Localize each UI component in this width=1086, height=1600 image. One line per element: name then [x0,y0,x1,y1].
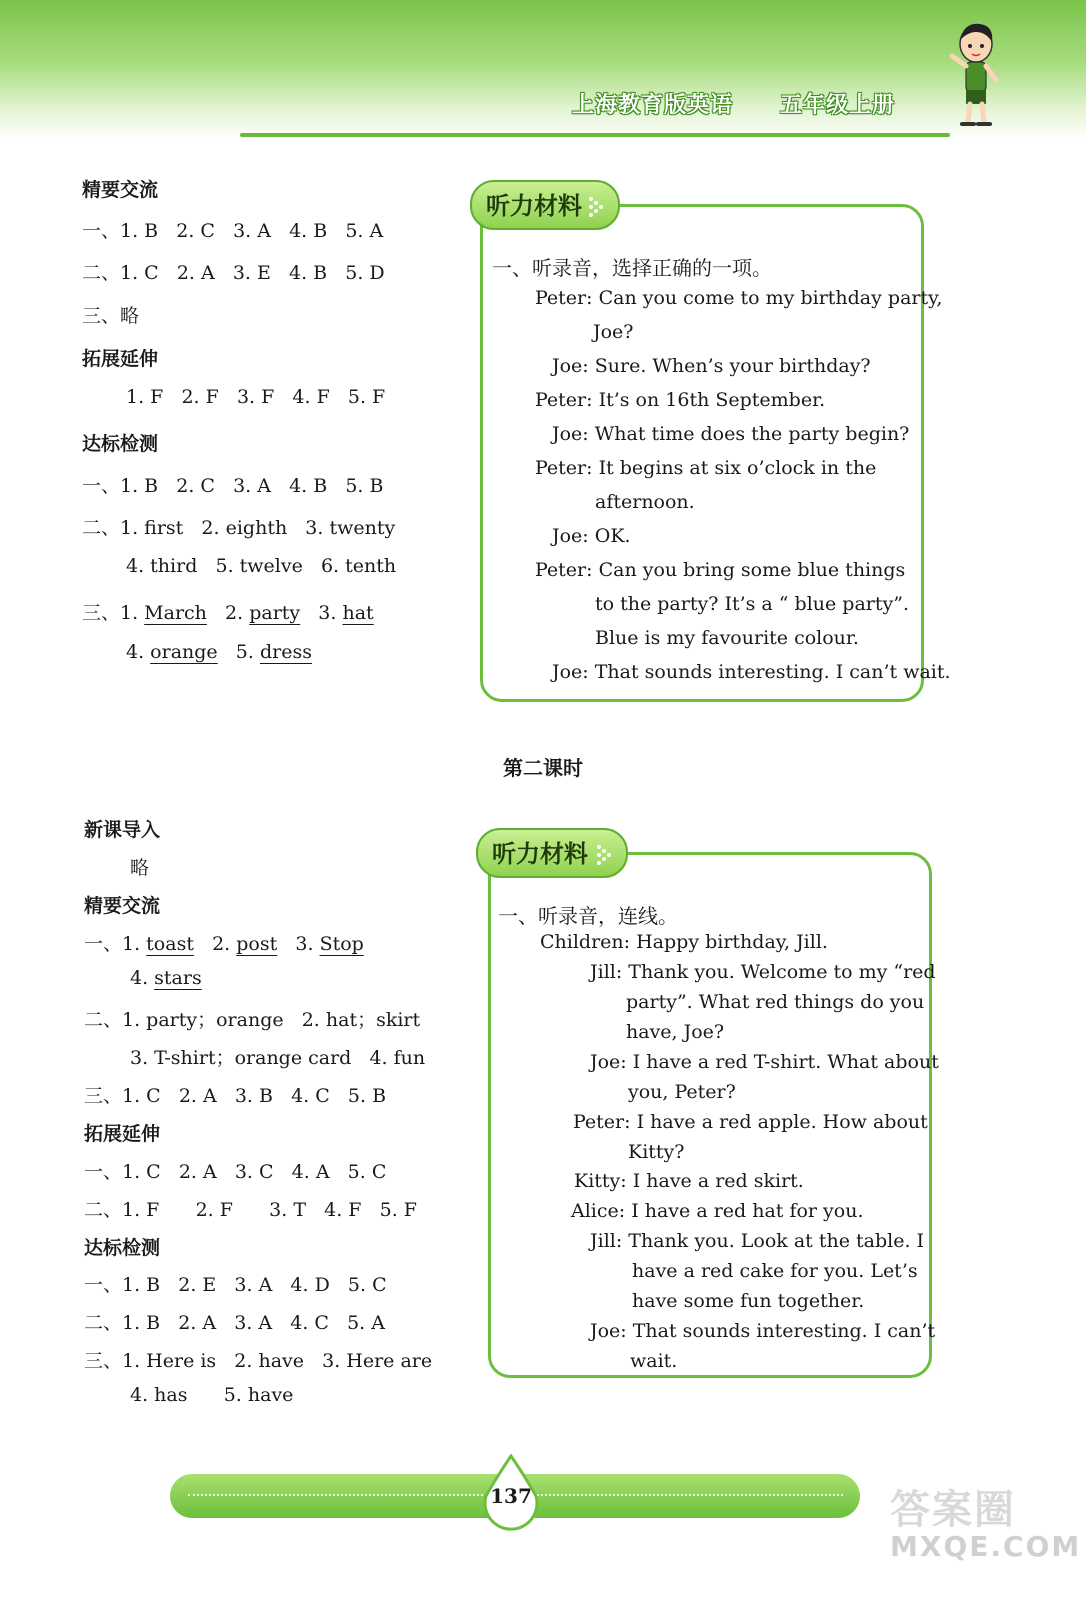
dialogue-line: Kitty? [628,1141,685,1163]
listening-instruction: 一、听录音，选择正确的一项。 [492,256,772,280]
dialogue-line: Peter: I have a red apple. How about [573,1111,928,1133]
answer-row: 二、1. party；orange 2. hat；skirt [84,1009,421,1031]
book-title: 上海教育版英语 [572,93,734,118]
watermark-logo: 答案圈 [890,1487,1016,1533]
dialogue-line: wait. [630,1350,678,1372]
dialogue-line: Joe: Sure. When’s your birthday? [552,355,871,377]
lesson-title: 第二课时 [503,756,583,780]
answer-row: 三、略 [82,305,140,327]
section-heading-tuozhan: 拓展延伸 [84,1123,161,1145]
dialogue-line: party”. What red things do you [626,991,925,1013]
dialogue-line: Joe: That sounds interesting. I can’t wait. [552,661,951,683]
underlined-answer: hat [342,602,374,624]
answer-row: 二、1. F 2. F 3. T 4. F 5. F [84,1199,417,1221]
answer-row: 4. third 5. twelve 6. tenth [126,555,397,577]
arrow-dots-icon [588,196,604,218]
dialogue-line: Kitty: I have a red skirt. [574,1170,804,1192]
underlined-answer: stars [154,967,202,989]
underlined-answer: party [249,602,301,624]
dialogue-line: Peter: Can you come to my birthday party, [535,287,943,309]
underlined-answer: March [144,602,207,624]
dialogue-line: Joe? [593,321,634,343]
dialogue-line: Peter: It begins at six o’clock in the [535,457,877,479]
answer-row: 三、1. C 2. A 3. B 4. C 5. B [84,1085,387,1107]
dialogue-line: Joe: I have a red T-shirt. What about [590,1051,939,1073]
section-heading-jingyao: 精要交流 [84,895,161,917]
arrow-dots-icon [596,844,612,866]
page-header [0,0,1086,140]
section-heading-xinke: 新课导入 [84,819,161,841]
page-number: 137 [490,1484,532,1508]
listening-tab-label: 听力材料 [486,192,582,220]
section-heading-dabiao: 达标检测 [84,1237,161,1259]
dialogue-line: have a red cake for you. Let’s [632,1260,918,1282]
listening-tab [470,180,620,230]
answer-row: 1. F 2. F 3. F 4. F 5. F [126,386,386,408]
answer-row: 4. orange 5. dress [126,641,312,663]
dialogue-line: Joe: OK. [552,525,631,547]
answer-row: 一、1. toast 2. post 3. Stop [84,933,364,955]
dialogue-line: have some fun together. [632,1290,865,1312]
dialogue-line: Blue is my favourite colour. [595,627,859,649]
answer-row: 三、1. March 2. party 3. hat [82,602,374,624]
answer-row: 二、1. B 2. A 3. A 4. C 5. A [84,1312,385,1334]
answer-row: 二、1. first 2. eighth 3. twenty [82,517,396,539]
answer-row: 一、1. C 2. A 3. C 4. A 5. C [84,1161,387,1183]
section-heading-jingyao: 精要交流 [82,179,159,201]
section-heading-dabiao: 达标检测 [82,433,159,455]
answer-row: 略 [130,857,150,879]
listening-tab [476,828,628,878]
underlined-answer: orange [150,641,218,663]
underlined-answer: dress [259,641,312,663]
answer-row: 一、1. B 2. C 3. A 4. B 5. B [82,475,384,497]
answer-row: 二、1. C 2. A 3. E 4. B 5. D [82,262,385,284]
dialogue-line: Alice: I have a red hat for you. [571,1200,864,1222]
underlined-answer: post [236,933,278,955]
listening-tab-label: 听力材料 [492,840,588,868]
dialogue-line: to the party? It’s a “ blue party”. [595,593,909,615]
boy-mascot-icon [946,18,1006,130]
answer-row: 一、1. B 2. C 3. A 4. B 5. A [82,220,384,242]
underlined-answer: Stop [319,933,364,955]
dialogue-line: you, Peter? [628,1081,736,1103]
answer-row: 3. T-shirt；orange card 4. fun [130,1047,426,1069]
dialogue-line: Jill: Thank you. Look at the table. I [590,1230,925,1252]
answer-row: 4. has 5. have [130,1384,294,1406]
section-heading-tuozhan: 拓展延伸 [82,348,159,370]
answer-row: 三、1. Here is 2. have 3. Here are [84,1350,433,1372]
dialogue-line: have, Joe? [626,1021,725,1043]
dialogue-line: afternoon. [595,491,695,513]
watermark-site: MXQE.COM [890,1530,1082,1563]
dialogue-line: Joe: What time does the party begin? [552,423,910,445]
answer-row: 一、1. B 2. E 3. A 4. D 5. C [84,1274,387,1296]
dialogue-line: Peter: It’s on 16th September. [535,389,826,411]
dialogue-line: Joe: That sounds interesting. I can’t [590,1320,936,1342]
dialogue-line: Children: Happy birthday, Jill. [540,931,828,953]
grade-label: 五年级上册 [780,93,896,118]
header-divider [240,133,950,137]
answer-row: 4. stars [130,967,202,989]
dialogue-line: Peter: Can you bring some blue things [535,559,906,581]
underlined-answer: toast [146,933,194,955]
listening-instruction: 一、听录音，连线。 [498,904,678,928]
dialogue-line: Jill: Thank you. Welcome to my “red [590,961,936,983]
